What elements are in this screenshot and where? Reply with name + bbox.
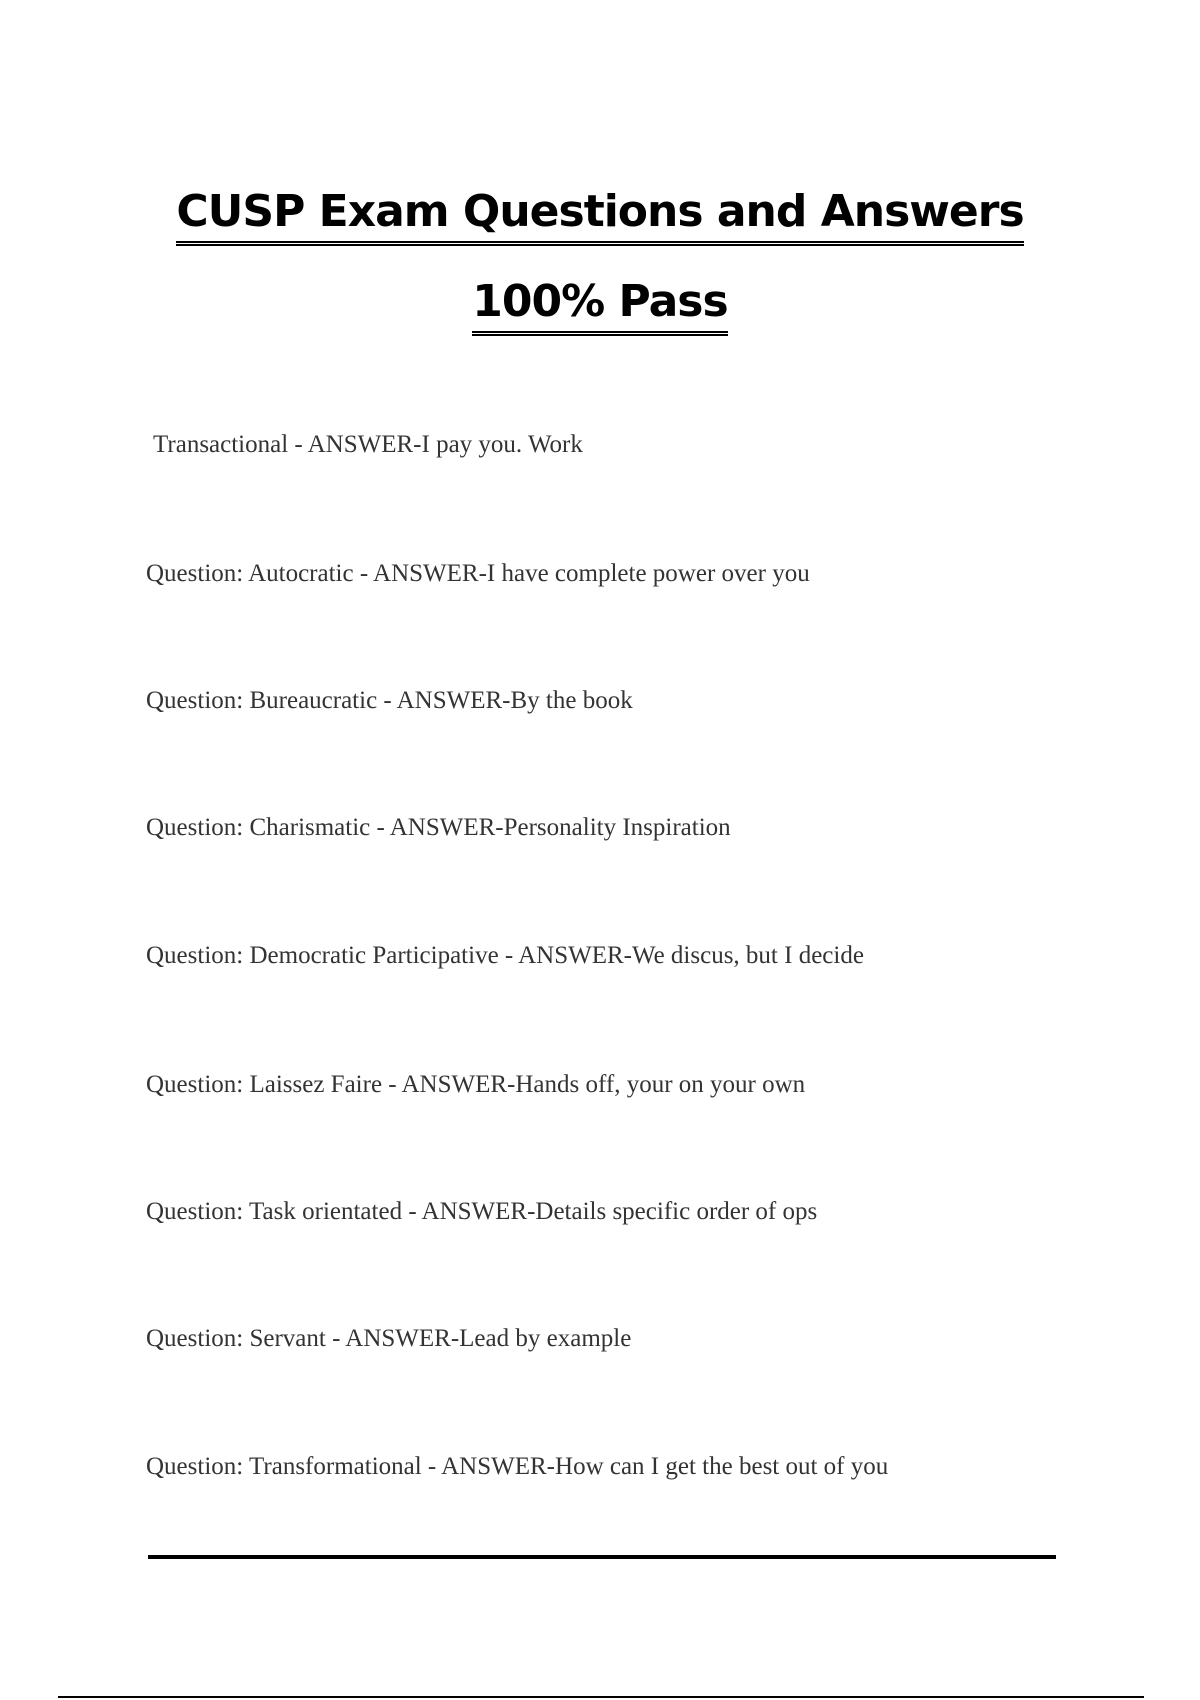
qa-item: Question: Transformational - ANSWER-How can I get the best out of you (146, 1453, 889, 1480)
qa-item: Transactional - ANSWER-I pay you. Work (153, 431, 583, 458)
qa-item: Question: Task orientated - ANSWER-Details specific order of ops (146, 1198, 818, 1225)
page-bottom-border (58, 1696, 1144, 1698)
document-title (0, 185, 1200, 246)
qa-item: Question: Servant - ANSWER-Lead by example (146, 1325, 632, 1352)
document-title-text: CUSP Exam Questions and Answers (176, 185, 1023, 246)
document-subtitle (0, 275, 1200, 336)
qa-item: Question: Laissez Faire - ANSWER-Hands off, your on your own (146, 1071, 806, 1098)
qa-item: Question: Charismatic - ANSWER-Personality Inspiration (146, 814, 731, 841)
qa-item: Question: Democratic Participative - ANSWER-We discus, but I decide (146, 942, 864, 969)
section-divider (148, 1555, 1056, 1559)
qa-item: Question: Bureaucratic - ANSWER-By the book (146, 687, 633, 714)
document-subtitle-text: 100% Pass (472, 275, 727, 336)
qa-item: Question: Autocratic - ANSWER-I have complete power over you (146, 560, 810, 587)
